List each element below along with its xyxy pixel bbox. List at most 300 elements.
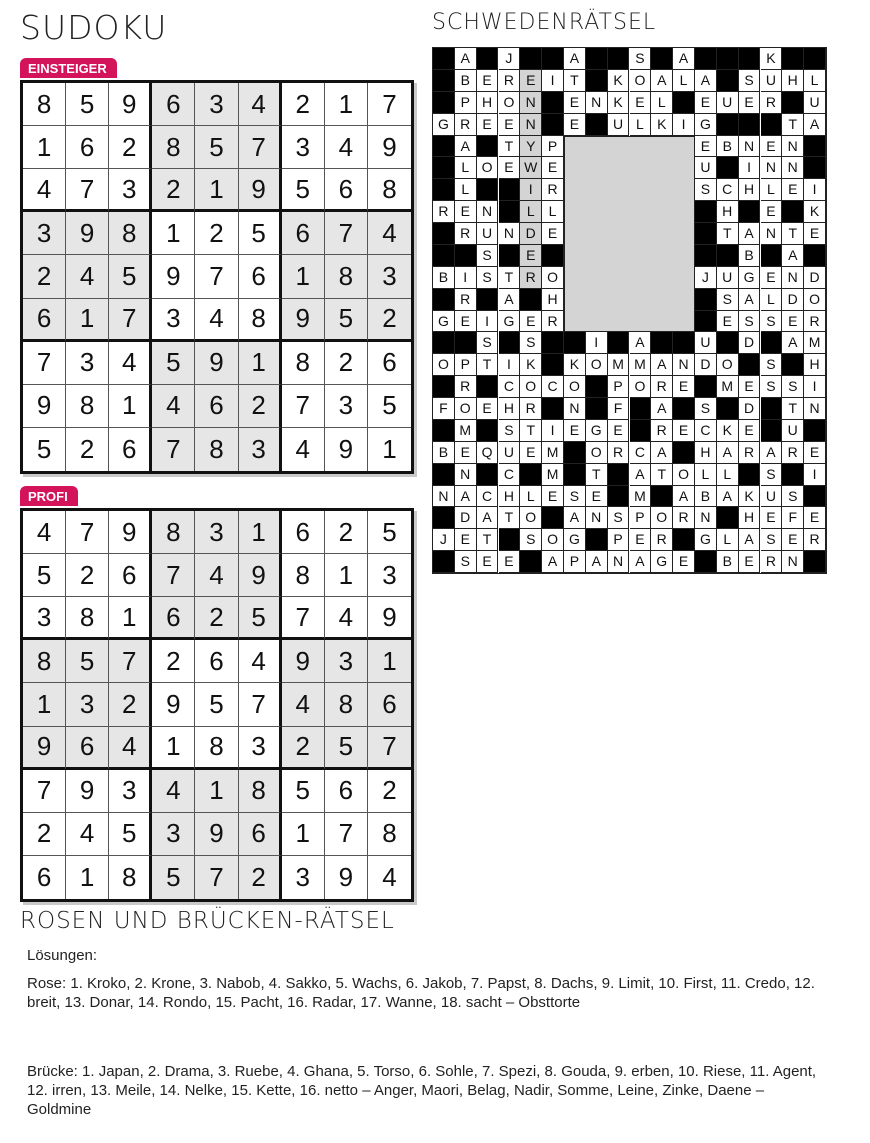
crossword-cell: A <box>499 289 521 311</box>
crossword-cell: O <box>499 92 521 114</box>
crossword-cell: A <box>564 507 586 529</box>
crossword-cell: G <box>739 267 761 289</box>
sudoku-cell: 4 <box>282 428 325 471</box>
crossword-cell: M <box>717 376 739 398</box>
sudoku-cell: 9 <box>195 813 238 856</box>
crossword-cell: S <box>520 332 542 354</box>
sudoku-cell: 2 <box>109 683 152 726</box>
crossword-cell: Q <box>477 442 499 464</box>
crossword-cell: E <box>477 70 499 92</box>
crossword-cell <box>804 486 826 508</box>
crossword-cell: A <box>651 354 673 376</box>
crossword-cell: E <box>782 529 804 551</box>
crossword-cell: G <box>586 420 608 442</box>
crossword-cell: O <box>804 289 826 311</box>
crossword-cell: A <box>477 507 499 529</box>
crossword-cell <box>761 398 783 420</box>
sudoku-cell: 1 <box>152 212 195 255</box>
crossword-cell: N <box>586 92 608 114</box>
crossword-cell: T <box>782 114 804 136</box>
sudoku-cell: 9 <box>109 511 152 554</box>
sudoku-cell: 7 <box>368 727 411 770</box>
crossword-cell <box>542 398 564 420</box>
crossword-cell <box>804 245 826 267</box>
crossword-cell: T <box>564 70 586 92</box>
crossword-cell: E <box>695 92 717 114</box>
sudoku-cell: 9 <box>23 385 66 428</box>
sudoku-cell: 2 <box>66 428 109 471</box>
crossword-cell: R <box>761 551 783 573</box>
crossword-cell: I <box>804 179 826 201</box>
crossword-cell: P <box>455 92 477 114</box>
crossword-cell: S <box>761 354 783 376</box>
sudoku-cell: 5 <box>66 83 109 126</box>
crossword-cell: T <box>651 464 673 486</box>
sudoku-profi-grid <box>20 508 414 902</box>
crossword-cell: N <box>520 92 542 114</box>
crossword-cell <box>433 70 455 92</box>
crossword-cell: O <box>542 267 564 289</box>
crossword-cell <box>717 245 739 267</box>
crossword-cell: E <box>739 92 761 114</box>
crossword-cell: N <box>564 398 586 420</box>
crossword-cell: H <box>499 398 521 420</box>
sudoku-cell: 3 <box>195 83 238 126</box>
crossword-cell: S <box>782 486 804 508</box>
crossword-cell: O <box>717 354 739 376</box>
crossword-cell: R <box>433 201 455 223</box>
crossword-cell: A <box>782 332 804 354</box>
crossword-cell: A <box>695 70 717 92</box>
sudoku-cell: 2 <box>368 299 411 342</box>
crossword-cell <box>804 48 826 70</box>
crossword-cell: M <box>608 354 630 376</box>
crossword-cell: B <box>695 486 717 508</box>
crossword-cell <box>739 114 761 136</box>
sudoku-cell: 6 <box>195 640 238 683</box>
sudoku-cell: 3 <box>109 169 152 212</box>
crossword-cell: E <box>564 92 586 114</box>
sudoku-cell: 7 <box>152 428 195 471</box>
crossword-cell <box>651 48 673 70</box>
sudoku-cell: 1 <box>382 433 397 464</box>
crossword-cell: U <box>761 70 783 92</box>
sudoku-cell: 8 <box>282 554 325 597</box>
sudoku-cell: 7 <box>23 770 66 813</box>
crossword-cell: R <box>455 289 477 311</box>
crossword-cell: L <box>717 464 739 486</box>
crossword-cell: L <box>673 70 695 92</box>
crossword-cell: B <box>433 267 455 289</box>
swedish-crossword <box>432 47 827 574</box>
crossword-cell <box>695 376 717 398</box>
crossword-cell <box>542 114 564 136</box>
crossword-cell <box>695 289 717 311</box>
sudoku-cell: 4 <box>66 813 109 856</box>
crossword-cell <box>586 529 608 551</box>
crossword-cell <box>717 398 739 420</box>
crossword-cell: N <box>673 354 695 376</box>
crossword-cell <box>477 179 499 201</box>
crossword-cell: A <box>455 486 477 508</box>
sudoku-cell: 8 <box>23 83 66 126</box>
crossword-cell: S <box>455 551 477 573</box>
crossword-cell <box>608 48 630 70</box>
crossword-cell: K <box>717 420 739 442</box>
crossword-cell: K <box>739 486 761 508</box>
crossword-cell <box>739 48 761 70</box>
crossword-cell <box>673 332 695 354</box>
crossword-cell: B <box>717 551 739 573</box>
crossword-cell: R <box>804 311 826 333</box>
crossword-cell: C <box>695 420 717 442</box>
crossword-cell: E <box>804 223 826 245</box>
sudoku-cell: 4 <box>239 83 282 126</box>
crossword-cell: T <box>586 464 608 486</box>
crossword-cell <box>695 245 717 267</box>
crossword-cell: N <box>761 157 783 179</box>
sudoku-cell: 7 <box>109 640 152 683</box>
crossword-cell: I <box>499 354 521 376</box>
crossword-cell: K <box>804 201 826 223</box>
crossword-cell: I <box>804 464 826 486</box>
sudoku-cell: 5 <box>109 255 152 298</box>
crossword-cell <box>695 223 717 245</box>
crossword-cell <box>542 354 564 376</box>
crossword-cell: R <box>542 179 564 201</box>
crossword-cell: O <box>673 464 695 486</box>
crossword-cell: N <box>782 157 804 179</box>
crossword-cell <box>651 332 673 354</box>
crossword-cell: A <box>782 245 804 267</box>
crossword-cell <box>477 420 499 442</box>
sudoku-cell: 5 <box>282 169 325 212</box>
sudoku-cell: 5 <box>239 212 282 255</box>
crossword-cell <box>455 332 477 354</box>
crossword-cell: H <box>499 486 521 508</box>
sudoku-cell: 5 <box>325 299 368 342</box>
crossword-cell: E <box>564 420 586 442</box>
crossword-cell: E <box>520 70 542 92</box>
crossword-cell: N <box>782 551 804 573</box>
sudoku-cell: 3 <box>368 255 411 298</box>
crossword-cell: U <box>717 92 739 114</box>
crossword-cell: U <box>761 486 783 508</box>
crossword-cell: R <box>739 442 761 464</box>
sudoku-cell: 7 <box>282 385 325 428</box>
crossword-cell <box>717 114 739 136</box>
crossword-cell: F <box>782 507 804 529</box>
crossword-cell: L <box>455 157 477 179</box>
sudoku-cell: 3 <box>23 597 66 640</box>
crossword-cell: I <box>542 70 564 92</box>
crossword-cell: O <box>586 354 608 376</box>
crossword-cell: P <box>608 529 630 551</box>
crossword-cell <box>586 398 608 420</box>
sudoku-cell: 1 <box>368 640 411 683</box>
crossword-cell: S <box>520 529 542 551</box>
sudoku-cell: 9 <box>325 856 368 899</box>
crossword-cell <box>804 551 826 573</box>
crossword-cell: R <box>608 442 630 464</box>
crossword-cell: J <box>499 48 521 70</box>
crossword-cell: G <box>564 529 586 551</box>
crossword-cell: A <box>739 529 761 551</box>
sudoku-cell: 8 <box>325 255 368 298</box>
crossword-cell: O <box>520 507 542 529</box>
crossword-cell <box>782 464 804 486</box>
sudoku-cell: 9 <box>195 342 238 385</box>
crossword-cell <box>739 201 761 223</box>
sudoku-cell: 2 <box>239 385 282 428</box>
crossword-cell: P <box>630 507 652 529</box>
crossword-cell <box>804 157 826 179</box>
sudoku-cell: 8 <box>66 385 109 428</box>
crossword-cell: A <box>455 136 477 158</box>
crossword-cell: L <box>761 179 783 201</box>
einsteiger-badge: EINSTEIGER <box>20 58 117 78</box>
crossword-cell: N <box>455 464 477 486</box>
crossword-cell: L <box>630 114 652 136</box>
crossword-cell: S <box>564 486 586 508</box>
crossword-cell <box>433 157 455 179</box>
sudoku-cell: 7 <box>152 554 195 597</box>
crossword-cell: E <box>542 486 564 508</box>
sudoku-cell: 7 <box>109 299 152 342</box>
sudoku-cell: 3 <box>239 727 282 770</box>
sudoku-cell: 5 <box>195 126 238 169</box>
crossword-cell: H <box>477 92 499 114</box>
sudoku-cell: 5 <box>282 770 325 813</box>
crossword-cell: H <box>804 354 826 376</box>
crossword-cell: E <box>761 267 783 289</box>
sudoku-cell: 8 <box>152 126 195 169</box>
sudoku-cell: 3 <box>282 126 325 169</box>
crossword-cell: I <box>477 311 499 333</box>
crossword-cell: S <box>761 311 783 333</box>
crossword-cell: L <box>804 70 826 92</box>
sudoku-cell: 3 <box>282 856 325 899</box>
sudoku-cell: 7 <box>368 83 411 126</box>
crossword-cell: G <box>433 311 455 333</box>
sudoku-cell: 6 <box>195 385 238 428</box>
sudoku-cell: 4 <box>109 342 152 385</box>
crossword-cell <box>433 48 455 70</box>
crossword-cell: N <box>695 507 717 529</box>
sudoku-cell: 1 <box>282 813 325 856</box>
crossword-cell: O <box>651 507 673 529</box>
crossword-cell <box>586 376 608 398</box>
sudoku-cell: 2 <box>239 856 282 899</box>
crossword-cell: D <box>739 398 761 420</box>
sudoku-cell: 3 <box>195 511 238 554</box>
sudoku-cell: 9 <box>66 770 109 813</box>
crossword-cell: O <box>630 70 652 92</box>
sudoku-cell: 3 <box>325 640 368 683</box>
crossword-cell: P <box>564 551 586 573</box>
crossword-cell <box>433 420 455 442</box>
crossword-cell: E <box>739 551 761 573</box>
crossword-cell: E <box>499 157 521 179</box>
crossword-cell: E <box>782 179 804 201</box>
crossword-cell: L <box>520 486 542 508</box>
sudoku-cell: 6 <box>282 511 325 554</box>
sudoku-cell: 8 <box>195 727 238 770</box>
crossword-cell: O <box>455 398 477 420</box>
crossword-cell <box>782 201 804 223</box>
sudoku-cell: 4 <box>282 683 325 726</box>
crossword-cell <box>761 114 783 136</box>
sudoku-cell: 4 <box>195 299 238 342</box>
sudoku-cell: 6 <box>152 83 195 126</box>
crossword-cell: E <box>520 442 542 464</box>
crossword-cell <box>717 157 739 179</box>
crossword-cell: U <box>477 223 499 245</box>
sudoku-cell: 6 <box>368 683 411 726</box>
crossword-cell: A <box>717 486 739 508</box>
crossword-cell <box>433 376 455 398</box>
sudoku-cell: 7 <box>195 856 238 899</box>
crossword-cell: E <box>520 311 542 333</box>
bruecke-solution: Brücke: 1. Japan, 2. Drama, 3. Ruebe, 4. Ghana, 5. Torso, 6. Sohle, 7. Spezi, 8. Gouda, 9. erben, 10. Riese, 11. Agent, 12. irren, 13. Meile, 14. Nelke, 15. Kette, 16. netto – Anger, Maori, Belag, Nadir, Somme, Leine, Zinke, Daene – Goldmine <box>27 1063 817 1118</box>
crossword-cell: O <box>477 157 499 179</box>
crossword-cell <box>608 332 630 354</box>
crossword-cell <box>717 70 739 92</box>
sudoku-cell: 4 <box>325 126 368 169</box>
crossword-cell: D <box>455 507 477 529</box>
crossword-cell: E <box>586 486 608 508</box>
crossword-cell: N <box>477 201 499 223</box>
crossword-cell: E <box>717 311 739 333</box>
crossword-title: SCHWEDENRÄTSEL <box>432 10 657 35</box>
rosen-title: ROSEN UND BRÜCKEN-RÄTSEL <box>20 908 395 934</box>
sudoku-cell: 7 <box>66 169 109 212</box>
crossword-cell: N <box>499 223 521 245</box>
crossword-cell <box>564 464 586 486</box>
sudoku-cell: 2 <box>195 212 238 255</box>
crossword-cell: R <box>520 398 542 420</box>
crossword-cell <box>455 245 477 267</box>
crossword-cell: N <box>782 267 804 289</box>
crossword-cell <box>761 245 783 267</box>
crossword-cell <box>499 529 521 551</box>
sudoku-cell: 3 <box>239 428 282 471</box>
crossword-cell: E <box>673 420 695 442</box>
sudoku-cell: 1 <box>195 169 238 212</box>
crossword-cell: L <box>651 92 673 114</box>
sudoku-cell: 9 <box>109 83 152 126</box>
crossword-cell: M <box>455 420 477 442</box>
crossword-cell: E <box>455 529 477 551</box>
sudoku-cell: 2 <box>195 597 238 640</box>
crossword-cell: O <box>586 442 608 464</box>
crossword-cell <box>433 551 455 573</box>
sudoku-cell: 9 <box>152 255 195 298</box>
sudoku-cell: 3 <box>23 212 66 255</box>
crossword-cell <box>477 136 499 158</box>
crossword-cell: L <box>455 179 477 201</box>
crossword-cell: K <box>651 114 673 136</box>
crossword-cell: D <box>739 332 761 354</box>
sudoku-cell: 9 <box>282 299 325 342</box>
crossword-cell: S <box>477 332 499 354</box>
crossword-cell: G <box>695 114 717 136</box>
crossword-cell <box>542 332 564 354</box>
sudoku-cell: 5 <box>23 428 66 471</box>
crossword-cell <box>542 92 564 114</box>
crossword-cell: J <box>433 529 455 551</box>
sudoku-cell: 6 <box>282 212 325 255</box>
crossword-cell <box>673 529 695 551</box>
crossword-cell <box>477 289 499 311</box>
crossword-cell: I <box>739 157 761 179</box>
sudoku-cell: 1 <box>109 385 152 428</box>
crossword-cell: H <box>717 201 739 223</box>
crossword-cell: E <box>695 136 717 158</box>
crossword-cell: S <box>782 376 804 398</box>
sudoku-cell: 5 <box>368 511 411 554</box>
crossword-cell: C <box>477 486 499 508</box>
crossword-cell: F <box>433 398 455 420</box>
crossword-cell <box>739 354 761 376</box>
crossword-cell <box>586 48 608 70</box>
crossword-cell: R <box>651 420 673 442</box>
crossword-cell: M <box>630 486 652 508</box>
sudoku-cell: 3 <box>109 770 152 813</box>
crossword-cell: T <box>477 529 499 551</box>
crossword-cell: N <box>782 136 804 158</box>
sudoku-cell: 4 <box>368 212 411 255</box>
crossword-cell <box>520 551 542 573</box>
crossword-cell: I <box>542 420 564 442</box>
sudoku-cell: 1 <box>66 299 109 342</box>
crossword-cell <box>520 464 542 486</box>
sudoku-cell: 2 <box>282 83 325 126</box>
crossword-cell: M <box>804 332 826 354</box>
sudoku-cell: 4 <box>23 169 66 212</box>
sudoku-cell: 9 <box>368 597 411 640</box>
crossword-cell: A <box>739 289 761 311</box>
rose-solution: Rose: 1. Kroko, 2. Krone, 3. Nabob, 4. Sakko, 5. Wachs, 6. Jakob, 7. Papst, 8. Dachs, 9. Limit, 10. First, 11. Credo, 12. breit, 13. Donar, 14. Rondo, 15. Pacht, 16. Radar, 17. Wanne, 18. sacht – Obsttorte <box>27 975 815 1011</box>
crossword-cell <box>782 92 804 114</box>
crossword-cell: E <box>499 114 521 136</box>
crossword-cell: A <box>673 486 695 508</box>
crossword-cell: A <box>673 48 695 70</box>
crossword-cell <box>695 201 717 223</box>
crossword-cell <box>761 332 783 354</box>
sudoku-cell: 4 <box>195 554 238 597</box>
crossword-cell: T <box>499 507 521 529</box>
crossword-cell: R <box>455 223 477 245</box>
crossword-cell <box>651 486 673 508</box>
crossword-cell: U <box>608 114 630 136</box>
crossword-cell: A <box>630 464 652 486</box>
sudoku-cell: 5 <box>152 342 195 385</box>
crossword-cell: N <box>608 551 630 573</box>
crossword-cell <box>520 289 542 311</box>
crossword-cell: U <box>782 420 804 442</box>
sudoku-cell: 6 <box>23 856 66 899</box>
crossword-cell: B <box>433 442 455 464</box>
crossword-cell: N <box>739 136 761 158</box>
crossword-cell <box>499 332 521 354</box>
sudoku-cell: 8 <box>23 640 66 683</box>
sudoku-cell: 5 <box>66 640 109 683</box>
crossword-cell: A <box>651 398 673 420</box>
crossword-cell <box>477 48 499 70</box>
sudoku-cell: 8 <box>239 770 282 813</box>
crossword-cell: E <box>542 157 564 179</box>
